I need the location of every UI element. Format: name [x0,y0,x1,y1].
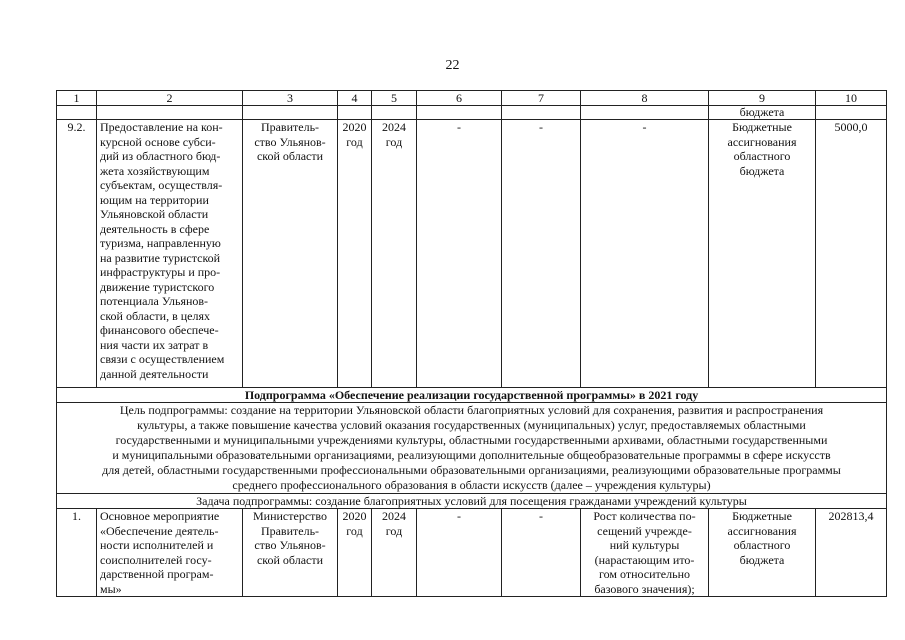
measure-description: Основное мероприятие «Обеспечение деятель- ности исполнителей и соисполнителей госу- дарственной програм- мы» [97,509,243,597]
col7-value: - [502,120,581,388]
subprogram-title-row [57,388,887,403]
col-number: 4 [338,91,372,106]
col-number: 2 [97,91,243,106]
table-row [57,509,887,597]
funding-amount: 5000,0 [816,120,887,388]
target-indicator: Рост количества по- сещений учрежде- ний культуры (нарастающим ито- гом относительно базового значения); [581,509,709,597]
funding-amount: 202813,4 [816,509,887,597]
end-year: 2024 год [372,120,417,388]
goal-row [57,403,887,494]
start-year: 2020 год [338,509,372,597]
carryover-source: бюджета [709,106,816,120]
measure-description: Предоставление на кон- курсной основе субси- дий из областного бюд- жета хозяйствующим субъектам, осуществля- ющим на территории Ульяновской области деятельность в сфере туризма, направленную на развитие туристской инфраструктуры и про- движение туристского потенциала Ульянов- ской области, в целях финансового обеспече- ния части их затрат в связи с осуществлением данной деятельности [97,120,243,388]
col-number: 10 [816,91,887,106]
subprogram-goal: Цель подпрограммы: создание на территории Ульяновской области благоприятных условий для сохранения, развития и распространения культуры, а также повышение качества условий оказания государственных (муниципальных) услуг, предоставляемых областными государственными и муниципальными учреждениями культуры, областными государственными архивами, областными государственными и муниципальными образовательными организациями, реализующими дополнительные общеобразовательные программы в сфере искусств для детей, областными государственными профессиональными образовательными организациями, реализующими образовательные программы среднего профессионального образования в области искусств (далее – учреждения культуры) [57,403,887,494]
row-number: 9.2. [57,120,97,388]
carryover-row [57,106,887,120]
funding-source: Бюджетные ассигнования областного бюджета [709,120,816,388]
funding-source: Бюджетные ассигнования областного бюджета [709,509,816,597]
page-number: 22 [445,58,460,73]
subprogram-title: Подпрограмма «Обеспечение реализации государственной программы» в 2021 году [57,388,887,403]
table-row [57,120,887,388]
task-row [57,494,887,509]
row-number: 1. [57,509,97,597]
column-number-row [57,91,887,106]
executor: Министерство Правитель- ство Ульянов- ской области [243,509,338,597]
executor: Правитель- ство Ульянов- ской области [243,120,338,388]
start-year: 2020 год [338,120,372,388]
col-number: 8 [581,91,709,106]
col8-value: - [581,120,709,388]
program-table [56,90,887,597]
col-number: 1 [57,91,97,106]
col-number: 5 [372,91,417,106]
subprogram-task: Задача подпрограммы: создание благоприятных условий для посещения гражданами учреждений культуры [57,494,887,509]
end-year: 2024 год [372,509,417,597]
col6-value: - [417,120,502,388]
col-number: 7 [502,91,581,106]
col-number: 3 [243,91,338,106]
col7-value: - [502,509,581,597]
col-number: 9 [709,91,816,106]
col-number: 6 [417,91,502,106]
col6-value: - [417,509,502,597]
